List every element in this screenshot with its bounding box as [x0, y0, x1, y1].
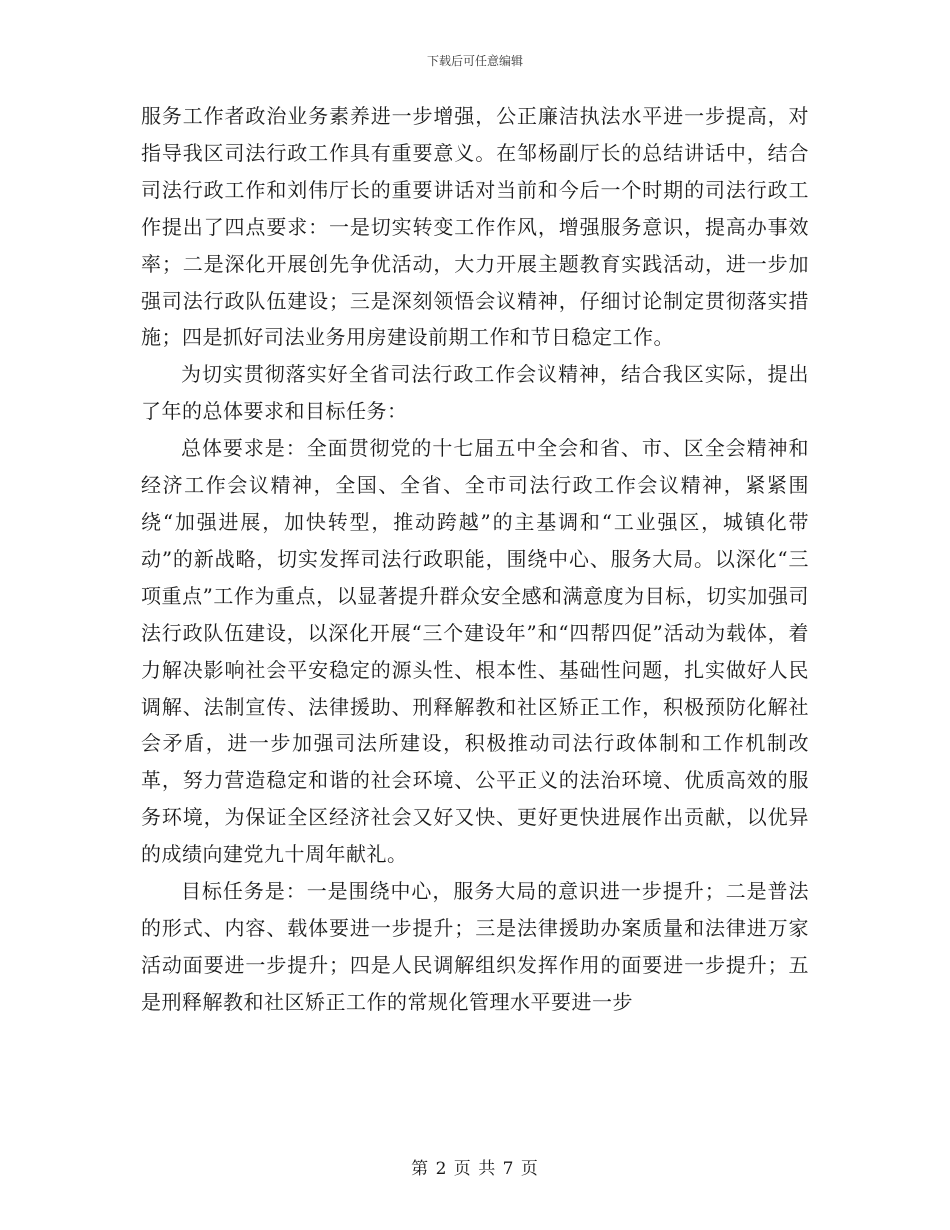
document-body: [141, 98, 809, 1021]
paragraph-target-tasks: 目标任务是：一是围绕中心，服务大局的意识进一步提升；二是普法的形式、内容、载体要进一步提升；三是法律援助办案质量和法律进万家活动面要进一步提升；四是人民调解组织发挥作用的面要进一步提升；五是刑释解教和社区矫正工作的常规化管理水平要进一步: [141, 879, 809, 1014]
page-header-note: 下载后可任意编辑: [426, 54, 523, 68]
paragraph-implementation: 为切实贯彻落实好全省司法行政工作会议精神，结合我区实际，提出了年的总体要求和目标任务：: [141, 362, 809, 424]
paragraph-continuation: 服务工作者政治业务素养进一步增强，公正廉洁执法水平进一步提高，对指导我区司法行政工作具有重要意义。在邹杨副厅长的总结讲话中，结合司法行政工作和刘伟厅长的重要讲话对当前和今后一个时期的司法行政工作提出了四点要求：一是切实转变工作作风，增强服务意识，提高办事效率；二是深化开展创先争优活动，大力开展主题教育实践活动，进一步加强司法行政队伍建设；三是深刻领悟会议精神，仔细讨论制定贯彻落实措施；四是抓好司法业务用房建设前期工作和节日稳定工作。: [141, 104, 809, 350]
paragraph-overall-requirements: 总体要求是：全面贯彻党的十七届五中全会和省、市、区全会精神和经济工作会议精神，全国、全省、全市司法行政工作会议精神，紧紧围绕“加强进展，加快转型，推动跨越”的主基调和“工业强区，城镇化带动”的新战略，切实发挥司法行政职能，围绕中心、服务大局。以深化“三项重点”工作为重点，以显著提升群众安全感和满意度为目标，切实加强司法行政队伍建设，以深化开展“三个建设年”和“四帮四促”活动为载体，着力解决影响社会平安稳定的源头性、根本性、基础性问题，扎实做好人民调解、法制宣传、法律援助、刑释解教和社区矫正工作，积极预防化解社会矛盾，进一步加强司法所建设，积极推动司法行政体制和工作机制改革，努力营造稳定和谐的社会环境、公平正义的法治环境、优质高效的服务环境，为保证全区经济社会又好又快、更好更快进展作出贡献，以优异的成绩向建党九十周年献礼。: [141, 436, 809, 867]
page-number: 第 2 页 共 7 页: [411, 1159, 539, 1179]
